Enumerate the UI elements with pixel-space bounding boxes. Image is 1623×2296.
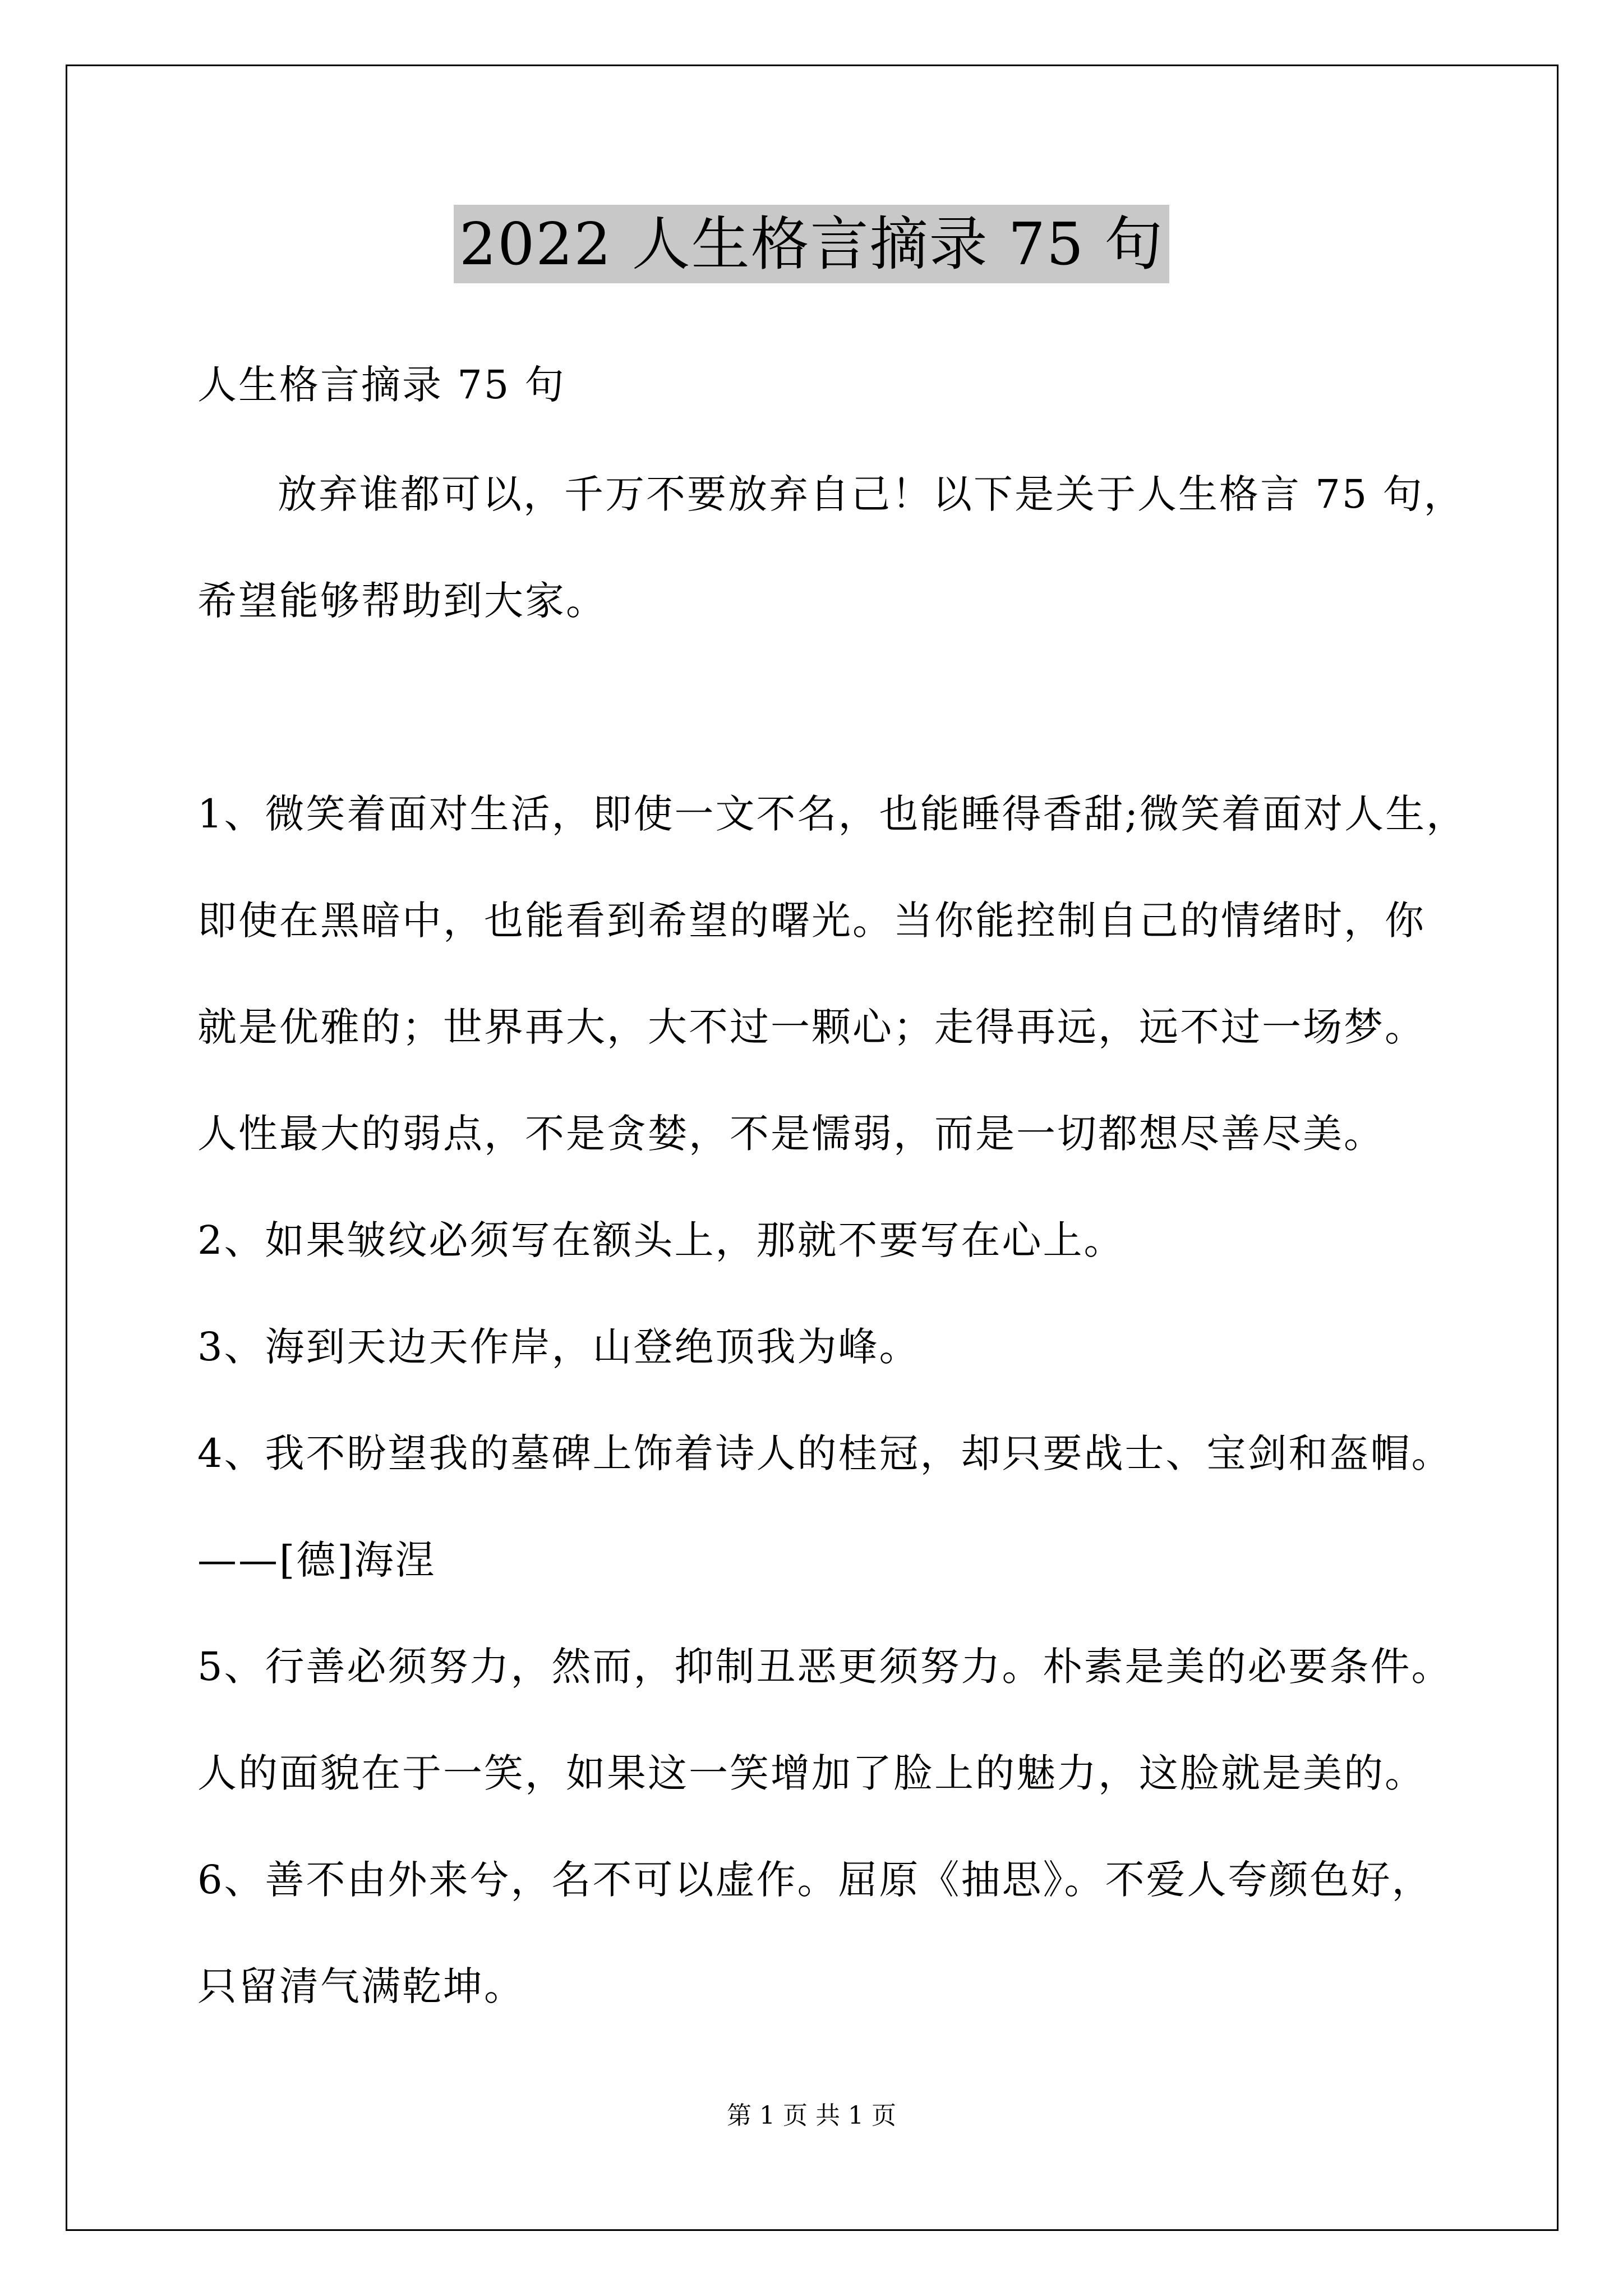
body-line: 2、如果皱纹必须写在额头上，那就不要写在心上。: [197, 1217, 1125, 1263]
body-line: 即使在黑暗中，也能看到希望的曙光。当你能控制自己的情绪时，你: [197, 898, 1426, 944]
body-line: 人性最大的弱点，不是贪婪，不是懦弱，而是一切都想尽善尽美。: [197, 1111, 1385, 1157]
title-container: [0, 205, 1623, 283]
body-line: ——[德]海涅: [197, 1537, 436, 1583]
body-line: 只留清气满乾坤。: [197, 1963, 525, 2009]
body-line: 5、行善必须努力，然而，抑制丑恶更须努力。朴素是美的必要条件。: [197, 1644, 1453, 1690]
body-line: 就是优雅的；世界再大，大不过一颗心；走得再远，远不过一场梦。: [197, 1004, 1426, 1050]
document-title: 2022 人生格言摘录 75 句: [454, 205, 1169, 283]
page-footer: 第 1 页 共 1 页: [727, 2101, 896, 2130]
body-line: 4、我不盼望我的墓碑上饰着诗人的桂冠，却只要战士、宝剑和盔帽。: [197, 1430, 1453, 1476]
subtitle: 人生格言摘录 75 句: [197, 362, 566, 408]
intro-line-1: 放弃谁都可以，千万不要放弃自己！以下是关于人生格言 75 句，: [278, 471, 1465, 517]
body-line: 6、善不由外来兮，名不可以虚作。屈原《抽思》。不爱人夸颜色好，: [197, 1857, 1433, 1903]
body-line: 1、微笑着面对生活，即使一文不名，也能睡得香甜;微笑着面对人生，: [197, 791, 1468, 837]
body-line: 人的面貌在于一笑，如果这一笑增加了脸上的魅力，这脸就是美的。: [197, 1750, 1426, 1796]
body-line: 3、海到天边天作岸，山登绝顶我为峰。: [197, 1324, 920, 1370]
intro-line-2: 希望能够帮助到大家。: [197, 578, 607, 624]
